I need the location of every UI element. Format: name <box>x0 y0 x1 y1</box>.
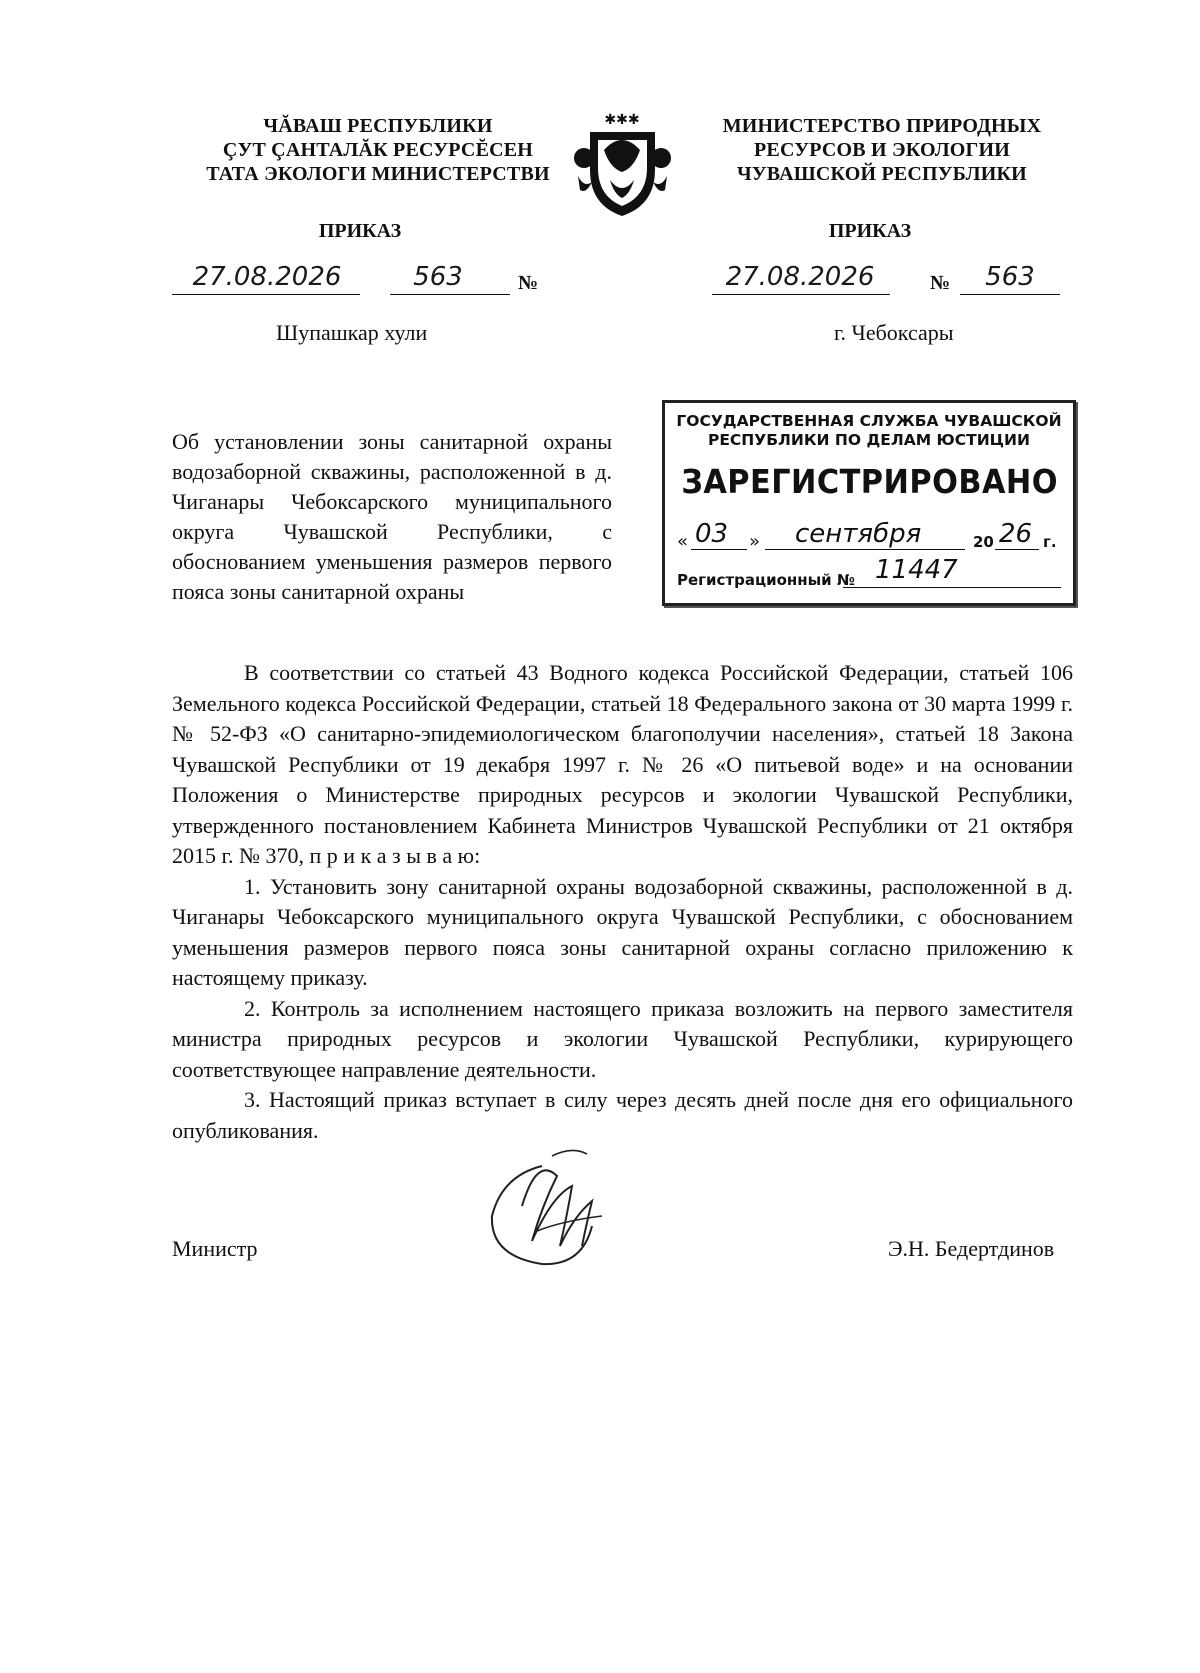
stamp-status: ЗАРЕГИСТРИРОВАНО <box>681 462 1059 501</box>
date-right-underline <box>712 294 890 295</box>
body-preamble: В соответствии со статьей 43 Водного кодекса Российской Федерации, статьей 106 Земельного кодекса Российской Федерации, статьей 18 Федерального закона от 30 марта 1999 г. № 52-ФЗ «О санитарно-эпидемиологическом благополучии населения», статьей 18 Закона Чувашской Республики от 19 декабря 1997 г. № 26 «О питьевой воде» и на основании Положения о Министерстве природных ресурсов и экологии Чувашской Республики, утвержденного постановлением Кабинета Министров Чувашской Республики от 21 октября 2015 г. № 370, п р и к а з ы в а ю: <box>172 660 1073 868</box>
stamp-reg-number: 11447 <box>875 555 958 585</box>
order-body <box>172 658 1073 1146</box>
number-left-underline <box>390 294 510 295</box>
body-item-1: 1. Установить зону санитарной охраны водозаборной скважины, расположенной в д. Чиганары Чебоксарского муниципального округа Чувашской Республики, с обоснованием уменьшения размеров первого пояса зоны санитарной охраны согласно приложению к настоящему приказу. <box>172 873 1073 990</box>
stamp-quote-open: « <box>677 531 689 552</box>
date-left: 27.08.2026 <box>192 262 342 292</box>
stamp-year-underline <box>995 549 1039 550</box>
order-subject: Об установлении зоны санитарной охраны водозаборной скважины, расположенной в д. Чиганары Чебоксарского муниципального округа Чувашской Республики, с обоснованием уменьшения размеров первого пояса зоны санитарной охраны <box>172 429 612 604</box>
place-left: Шупашкар хули <box>276 320 428 345</box>
header-right <box>692 114 1072 186</box>
stamp-reg-label: Регистрационный № <box>677 571 855 589</box>
date-right: 27.08.2026 <box>725 262 875 292</box>
stamp-org-line1: ГОСУДАРСТВЕННАЯ СЛУЖБА ЧУВАШСКОЙ <box>676 412 1062 430</box>
stamp-year-unit: г. <box>1043 533 1057 551</box>
stamp-year-prefix: 20 <box>973 533 994 551</box>
signatory-position: Министр <box>172 1236 258 1261</box>
stamp-quote-close: » <box>749 531 761 552</box>
date-left-underline <box>172 294 360 295</box>
header-right-line1: МИНИСТЕРСТВО ПРИРОДНЫХ <box>722 115 1042 137</box>
stamp-year-suffix: 26 <box>999 519 1033 549</box>
stamp-day: 03 <box>695 519 729 549</box>
body-item-3: 3. Настоящий приказ вступает в силу через десять дней после дня его официального опубликования. <box>172 1087 1073 1143</box>
header-left-line3: ТАТА ЭКОЛОГИ МИНИСТЕРСТВИ <box>206 163 550 185</box>
stamp-month: сентября <box>795 519 922 549</box>
registration-stamp <box>662 400 1076 606</box>
stamp-org-line2: РЕСПУБЛИКИ ПО ДЕЛАМ ЮСТИЦИИ <box>707 431 1030 449</box>
number-sign-right: № <box>930 272 951 294</box>
header-left-line1: ЧĂВАШ РЕСПУБЛИКИ <box>263 115 493 137</box>
coat-of-arms-emblem <box>570 110 675 220</box>
number-right-underline <box>960 294 1060 295</box>
stamp-reg-underline <box>843 587 1061 588</box>
header-left <box>188 114 568 186</box>
order-title-left: ПРИКАЗ <box>318 220 402 242</box>
handwritten-signature <box>482 1146 622 1276</box>
signatory-name: Э.Н. Бедертдинов <box>888 1236 1055 1261</box>
number-left: 563 <box>413 262 463 292</box>
number-sign-left: № <box>518 272 539 294</box>
body-item-2: 2. Контроль за исполнением настоящего приказа возложить на первого заместителя министра природных ресурсов и экологии Чувашской Республики, курирующего соответствующее направление деятельности. <box>172 995 1073 1082</box>
svg-text:✱✱✱: ✱✱✱ <box>604 112 640 128</box>
header-left-line2: ÇУТ ÇАНТАЛĂК РЕСУРСĔСЕН <box>222 139 534 161</box>
place-right: г. Чебоксары <box>834 320 954 345</box>
stamp-month-underline <box>765 549 965 550</box>
header-right-line2: РЕСУРСОВ И ЭКОЛОГИИ <box>754 139 1010 161</box>
header-right-line3: ЧУВАШСКОЙ РЕСПУБЛИКИ <box>737 163 1027 185</box>
number-right: 563 <box>985 262 1035 292</box>
order-title-right: ПРИКАЗ <box>828 220 912 242</box>
stamp-day-underline <box>691 549 747 550</box>
